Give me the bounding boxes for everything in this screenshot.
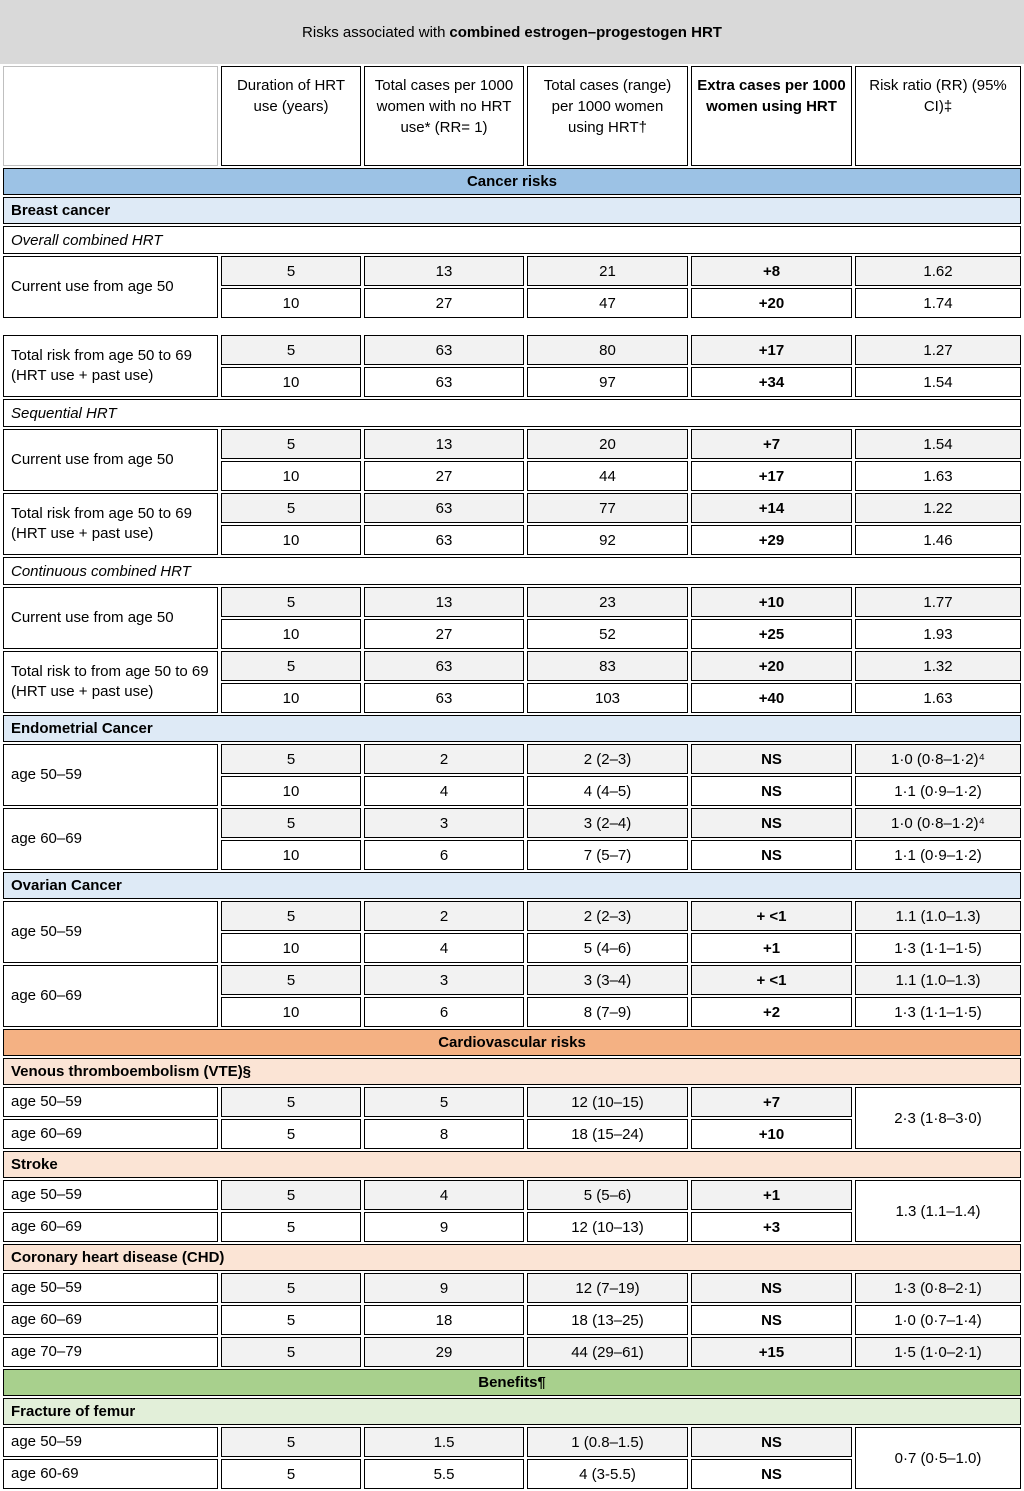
risk-ratio-cell: 1·1 (0·9–1·2) bbox=[855, 840, 1021, 870]
duration-cell: 5 bbox=[221, 965, 361, 995]
risk-ratio-cell: 1·0 (0·7–1·4) bbox=[855, 1305, 1021, 1335]
risk-ratio-cell: 1.62 bbox=[855, 256, 1021, 286]
cases-hrt-cell: 21 bbox=[527, 256, 688, 286]
row-label: age 60–69 bbox=[3, 965, 218, 1027]
cases-hrt-cell: 52 bbox=[527, 619, 688, 649]
cases-no-hrt-cell: 63 bbox=[364, 525, 524, 555]
cases-no-hrt-cell: 2 bbox=[364, 901, 524, 931]
risk-ratio-cell: 1.77 bbox=[855, 587, 1021, 617]
risk-ratio-cell: 1·3 (0·8–2·1) bbox=[855, 1273, 1021, 1303]
category-row-row bbox=[3, 1244, 1021, 1271]
table-title-bold: combined estrogen–progestogen HRT bbox=[449, 23, 722, 41]
extra-cases-cell: +1 bbox=[691, 933, 852, 963]
extra-cases-cell: NS bbox=[691, 840, 852, 870]
category-row-row bbox=[3, 1151, 1021, 1178]
table-row bbox=[3, 965, 1021, 995]
duration-cell: 10 bbox=[221, 461, 361, 491]
row-label: age 70–79 bbox=[3, 1337, 218, 1367]
row-label: Total risk to from age 50 to 69 (HRT use + past use) bbox=[3, 651, 218, 713]
cases-hrt-cell: 3 (3–4) bbox=[527, 965, 688, 995]
extra-cases-cell: +10 bbox=[691, 1119, 852, 1149]
cases-no-hrt-cell: 63 bbox=[364, 335, 524, 365]
extra-cases-cell: NS bbox=[691, 808, 852, 838]
cases-no-hrt-cell: 6 bbox=[364, 840, 524, 870]
extra-cases-cell: +14 bbox=[691, 493, 852, 523]
cases-hrt-cell: 12 (10–15) bbox=[527, 1087, 688, 1117]
category-row-row bbox=[3, 715, 1021, 742]
cases-no-hrt-cell: 18 bbox=[364, 1305, 524, 1335]
row-label: age 60–69 bbox=[3, 1212, 218, 1242]
table-body bbox=[3, 168, 1021, 1489]
subcategory-note: Sequential HRT bbox=[3, 399, 1021, 427]
extra-cases-cell: + <1 bbox=[691, 901, 852, 931]
category-row: Coronary heart disease (CHD) bbox=[3, 1244, 1021, 1271]
cases-hrt-cell: 103 bbox=[527, 683, 688, 713]
risk-ratio-cell: 1.3 (1.1–1.4) bbox=[855, 1180, 1021, 1242]
duration-cell: 5 bbox=[221, 256, 361, 286]
table-row bbox=[3, 587, 1021, 617]
duration-cell: 10 bbox=[221, 619, 361, 649]
extra-cases-cell: NS bbox=[691, 776, 852, 806]
section-band-cardio: Cardiovascular risks bbox=[3, 1029, 1021, 1056]
duration-cell: 5 bbox=[221, 744, 361, 774]
category-row: Venous thromboembolism (VTE)§ bbox=[3, 1058, 1021, 1085]
row-label: age 60–69 bbox=[3, 808, 218, 870]
subcategory-note-row bbox=[3, 399, 1021, 427]
risk-ratio-cell: 1·3 (1·1–1·5) bbox=[855, 933, 1021, 963]
subcategory-note-row bbox=[3, 557, 1021, 585]
cases-no-hrt-cell: 27 bbox=[364, 461, 524, 491]
cases-hrt-cell: 7 (5–7) bbox=[527, 840, 688, 870]
extra-cases-cell: +7 bbox=[691, 1087, 852, 1117]
duration-cell: 10 bbox=[221, 997, 361, 1027]
cases-no-hrt-cell: 6 bbox=[364, 997, 524, 1027]
cases-no-hrt-cell: 1.5 bbox=[364, 1427, 524, 1457]
table-row bbox=[3, 1305, 1021, 1335]
section-band-cancer: Cancer risks bbox=[3, 168, 1021, 195]
table-row bbox=[3, 901, 1021, 931]
category-row: Stroke bbox=[3, 1151, 1021, 1178]
cases-no-hrt-cell: 27 bbox=[364, 288, 524, 318]
cases-hrt-cell: 3 (2–4) bbox=[527, 808, 688, 838]
cases-no-hrt-cell: 63 bbox=[364, 683, 524, 713]
extra-cases-cell: +15 bbox=[691, 1337, 852, 1367]
duration-cell: 5 bbox=[221, 1305, 361, 1335]
cases-no-hrt-cell: 13 bbox=[364, 429, 524, 459]
column-header-no-hrt-cases: Total cases per 1000 women with no HRT use* (RR= 1) bbox=[364, 66, 524, 166]
table-row bbox=[3, 1273, 1021, 1303]
cases-no-hrt-cell: 9 bbox=[364, 1273, 524, 1303]
cases-no-hrt-cell: 29 bbox=[364, 1337, 524, 1367]
duration-cell: 5 bbox=[221, 651, 361, 681]
extra-cases-cell: +17 bbox=[691, 461, 852, 491]
table-row bbox=[3, 651, 1021, 681]
row-label: Current use from age 50 bbox=[3, 256, 218, 318]
cases-hrt-cell: 44 bbox=[527, 461, 688, 491]
cases-hrt-cell: 80 bbox=[527, 335, 688, 365]
duration-cell: 10 bbox=[221, 776, 361, 806]
risk-ratio-cell: 1·5 (1·0–2·1) bbox=[855, 1337, 1021, 1367]
category-row-row bbox=[3, 872, 1021, 899]
category-row: Ovarian Cancer bbox=[3, 872, 1021, 899]
table-title bbox=[0, 0, 1024, 64]
cases-no-hrt-cell: 4 bbox=[364, 776, 524, 806]
duration-cell: 5 bbox=[221, 1119, 361, 1149]
duration-cell: 5 bbox=[221, 1427, 361, 1457]
extra-cases-cell: +1 bbox=[691, 1180, 852, 1210]
extra-cases-cell: NS bbox=[691, 744, 852, 774]
risk-ratio-cell: 2·3 (1·8–3·0) bbox=[855, 1087, 1021, 1149]
section-band-benefits: Benefits¶ bbox=[3, 1369, 1021, 1396]
cases-hrt-cell: 23 bbox=[527, 587, 688, 617]
table-row bbox=[3, 256, 1021, 286]
extra-cases-cell: +10 bbox=[691, 587, 852, 617]
duration-cell: 5 bbox=[221, 429, 361, 459]
cases-no-hrt-cell: 63 bbox=[364, 493, 524, 523]
extra-cases-cell: +20 bbox=[691, 651, 852, 681]
row-label: age 50–59 bbox=[3, 1427, 218, 1457]
cases-no-hrt-cell: 8 bbox=[364, 1119, 524, 1149]
cases-hrt-cell: 1 (0.8–1.5) bbox=[527, 1427, 688, 1457]
cases-hrt-cell: 4 (4–5) bbox=[527, 776, 688, 806]
extra-cases-cell: +3 bbox=[691, 1212, 852, 1242]
duration-cell: 5 bbox=[221, 1180, 361, 1210]
cases-hrt-cell: 4 (3-5.5) bbox=[527, 1459, 688, 1489]
table-row bbox=[3, 1337, 1021, 1367]
risk-ratio-cell: 1.27 bbox=[855, 335, 1021, 365]
cases-no-hrt-cell: 13 bbox=[364, 587, 524, 617]
subcategory-note: Continuous combined HRT bbox=[3, 557, 1021, 585]
section-band-cancer-row bbox=[3, 168, 1021, 195]
extra-cases-cell: NS bbox=[691, 1427, 852, 1457]
cases-no-hrt-cell: 5 bbox=[364, 1087, 524, 1117]
table-row bbox=[3, 429, 1021, 459]
extra-cases-cell: +40 bbox=[691, 683, 852, 713]
risk-ratio-cell: 1.1 (1.0–1.3) bbox=[855, 965, 1021, 995]
cases-hrt-cell: 18 (13–25) bbox=[527, 1305, 688, 1335]
row-label: age 50–59 bbox=[3, 1273, 218, 1303]
table-header bbox=[3, 66, 1021, 166]
risk-ratio-cell: 1.93 bbox=[855, 619, 1021, 649]
risk-ratio-cell: 1.54 bbox=[855, 367, 1021, 397]
duration-cell: 10 bbox=[221, 840, 361, 870]
table-row bbox=[3, 1180, 1021, 1210]
risk-ratio-cell: 1.1 (1.0–1.3) bbox=[855, 901, 1021, 931]
table-row bbox=[3, 1087, 1021, 1117]
cases-hrt-cell: 20 bbox=[527, 429, 688, 459]
risk-ratio-cell: 1.32 bbox=[855, 651, 1021, 681]
category-row-row bbox=[3, 1398, 1021, 1425]
duration-cell: 5 bbox=[221, 335, 361, 365]
extra-cases-cell: + <1 bbox=[691, 965, 852, 995]
row-label: age 50–59 bbox=[3, 744, 218, 806]
row-label: age 50–59 bbox=[3, 1087, 218, 1117]
row-label: age 50–59 bbox=[3, 901, 218, 963]
risk-ratio-cell: 1.46 bbox=[855, 525, 1021, 555]
table-row bbox=[3, 493, 1021, 523]
table-row bbox=[3, 808, 1021, 838]
extra-cases-cell: +34 bbox=[691, 367, 852, 397]
cases-hrt-cell: 8 (7–9) bbox=[527, 997, 688, 1027]
cases-hrt-cell: 47 bbox=[527, 288, 688, 318]
risk-ratio-cell: 1·3 (1·1–1·5) bbox=[855, 997, 1021, 1027]
duration-cell: 5 bbox=[221, 808, 361, 838]
row-label-header bbox=[3, 66, 218, 166]
table-row bbox=[3, 1427, 1021, 1457]
section-band-cardio-row bbox=[3, 1029, 1021, 1056]
category-row: Endometrial Cancer bbox=[3, 715, 1021, 742]
cases-hrt-cell: 92 bbox=[527, 525, 688, 555]
table-row bbox=[3, 335, 1021, 365]
extra-cases-cell: NS bbox=[691, 1305, 852, 1335]
cases-no-hrt-cell: 63 bbox=[364, 651, 524, 681]
duration-cell: 5 bbox=[221, 1212, 361, 1242]
risk-ratio-cell: 1.54 bbox=[855, 429, 1021, 459]
table-row bbox=[3, 744, 1021, 774]
row-label: Current use from age 50 bbox=[3, 587, 218, 649]
extra-cases-cell: NS bbox=[691, 1459, 852, 1489]
category-row-row bbox=[3, 197, 1021, 224]
row-label: Current use from age 50 bbox=[3, 429, 218, 491]
cases-hrt-cell: 83 bbox=[527, 651, 688, 681]
extra-cases-cell: +29 bbox=[691, 525, 852, 555]
row-label: age 60-69 bbox=[3, 1459, 218, 1489]
risk-ratio-cell: 1·1 (0·9–1·2) bbox=[855, 776, 1021, 806]
extra-cases-cell: +20 bbox=[691, 288, 852, 318]
cases-no-hrt-cell: 63 bbox=[364, 367, 524, 397]
extra-cases-cell: +17 bbox=[691, 335, 852, 365]
extra-cases-cell: +25 bbox=[691, 619, 852, 649]
risk-ratio-cell: 0·7 (0·5–1.0) bbox=[855, 1427, 1021, 1489]
column-header-hrt-cases: Total cases (range) per 1000 women using HRT† bbox=[527, 66, 688, 166]
row-label: age 60–69 bbox=[3, 1305, 218, 1335]
duration-cell: 10 bbox=[221, 288, 361, 318]
spacer-row bbox=[3, 320, 1021, 333]
cases-hrt-cell: 2 (2–3) bbox=[527, 901, 688, 931]
category-row-row bbox=[3, 1058, 1021, 1085]
row-label: age 50–59 bbox=[3, 1180, 218, 1210]
risk-ratio-cell: 1.63 bbox=[855, 683, 1021, 713]
risk-ratio-cell: 1·0 (0·8–1·2)⁴ bbox=[855, 808, 1021, 838]
column-header-risk-ratio: Risk ratio (RR) (95% CI)‡ bbox=[855, 66, 1021, 166]
cases-no-hrt-cell: 13 bbox=[364, 256, 524, 286]
extra-cases-cell: NS bbox=[691, 1273, 852, 1303]
column-header-duration: Duration of HRT use (years) bbox=[221, 66, 361, 166]
risk-ratio-cell: 1.22 bbox=[855, 493, 1021, 523]
cases-no-hrt-cell: 9 bbox=[364, 1212, 524, 1242]
category-row: Fracture of femur bbox=[3, 1398, 1021, 1425]
row-label: Total risk from age 50 to 69 (HRT use + past use) bbox=[3, 493, 218, 555]
subcategory-note: Overall combined HRT bbox=[3, 226, 1021, 254]
section-band-benefits-row bbox=[3, 1369, 1021, 1396]
cases-no-hrt-cell: 4 bbox=[364, 1180, 524, 1210]
cases-hrt-cell: 12 (10–13) bbox=[527, 1212, 688, 1242]
row-label: age 60–69 bbox=[3, 1119, 218, 1149]
duration-cell: 5 bbox=[221, 587, 361, 617]
hrt-risk-table bbox=[0, 64, 1024, 1491]
cases-hrt-cell: 77 bbox=[527, 493, 688, 523]
cases-no-hrt-cell: 3 bbox=[364, 965, 524, 995]
cases-no-hrt-cell: 4 bbox=[364, 933, 524, 963]
cases-no-hrt-cell: 3 bbox=[364, 808, 524, 838]
extra-cases-cell: +2 bbox=[691, 997, 852, 1027]
cases-hrt-cell: 2 (2–3) bbox=[527, 744, 688, 774]
extra-cases-cell: +8 bbox=[691, 256, 852, 286]
row-label: Total risk from age 50 to 69 (HRT use + past use) bbox=[3, 335, 218, 397]
cases-hrt-cell: 12 (7–19) bbox=[527, 1273, 688, 1303]
column-header-extra-cases: Extra cases per 1000 women using HRT bbox=[691, 66, 852, 166]
extra-cases-cell: +7 bbox=[691, 429, 852, 459]
cases-hrt-cell: 18 (15–24) bbox=[527, 1119, 688, 1149]
duration-cell: 5 bbox=[221, 1087, 361, 1117]
cases-no-hrt-cell: 5.5 bbox=[364, 1459, 524, 1489]
cases-hrt-cell: 5 (4–6) bbox=[527, 933, 688, 963]
duration-cell: 10 bbox=[221, 933, 361, 963]
table-title-regular: Risks associated with bbox=[302, 23, 446, 41]
duration-cell: 5 bbox=[221, 1459, 361, 1489]
duration-cell: 5 bbox=[221, 1273, 361, 1303]
risk-ratio-cell: 1·0 (0·8–1·2)⁴ bbox=[855, 744, 1021, 774]
risk-ratio-cell: 1.63 bbox=[855, 461, 1021, 491]
duration-cell: 10 bbox=[221, 683, 361, 713]
cases-no-hrt-cell: 27 bbox=[364, 619, 524, 649]
risk-ratio-cell: 1.74 bbox=[855, 288, 1021, 318]
duration-cell: 5 bbox=[221, 1337, 361, 1367]
cases-hrt-cell: 5 (5–6) bbox=[527, 1180, 688, 1210]
duration-cell: 10 bbox=[221, 367, 361, 397]
duration-cell: 5 bbox=[221, 493, 361, 523]
subcategory-note-row bbox=[3, 226, 1021, 254]
duration-cell: 10 bbox=[221, 525, 361, 555]
cases-hrt-cell: 44 (29–61) bbox=[527, 1337, 688, 1367]
duration-cell: 5 bbox=[221, 901, 361, 931]
cases-hrt-cell: 97 bbox=[527, 367, 688, 397]
spacer-cell bbox=[3, 320, 1021, 333]
cases-no-hrt-cell: 2 bbox=[364, 744, 524, 774]
category-row: Breast cancer bbox=[3, 197, 1021, 224]
